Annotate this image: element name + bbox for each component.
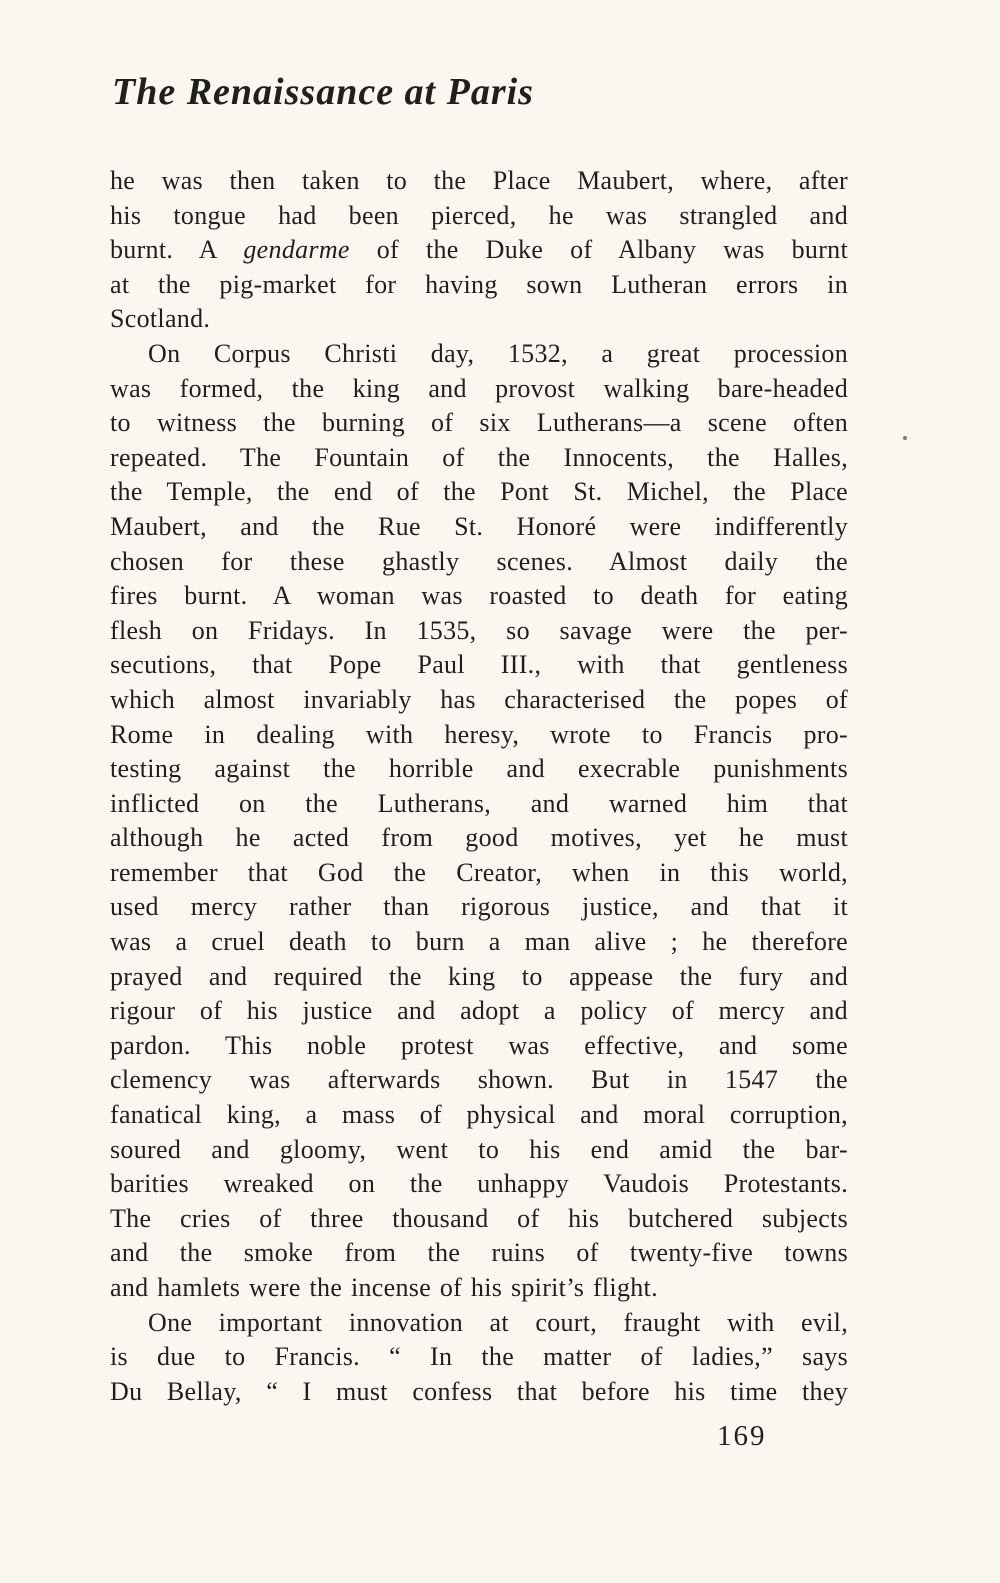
text-body <box>110 164 848 1409</box>
text-line: remember that God the Creator, when in this world, <box>110 857 848 887</box>
text-line: Du Bellay, “ I must confess that before his time they <box>110 1376 848 1406</box>
text-line: flesh on Fridays. In 1535, so savage were the per- <box>110 615 848 645</box>
text-line: The cries of three thousand of his butchered subjects <box>110 1203 848 1233</box>
text-line: barities wreaked on the unhappy Vaudois Protestants. <box>110 1169 848 1199</box>
text-line: to witness the burning of six Lutherans—a scene often <box>110 408 848 438</box>
text-line: Scotland. <box>110 304 211 334</box>
text-line: soured and gloomy, went to his end amid the bar- <box>110 1134 848 1164</box>
text-line: Rome in dealing with heresy, wrote to Francis pro- <box>110 719 848 749</box>
text-line: clemency was afterwards shown. But in 1547 the <box>110 1065 848 1095</box>
page-title: The Renaissance at Paris <box>112 71 534 113</box>
text-line: although he acted from good motives, yet he must <box>110 823 848 853</box>
text-line: pardon. This noble protest was effective, and some <box>110 1030 848 1060</box>
text-line: fanatical king, a mass of physical and moral corruption, <box>110 1100 848 1130</box>
text-line: chosen for these ghastly scenes. Almost daily the <box>110 546 848 576</box>
italic-text: gendarme <box>243 235 350 265</box>
text-line: he was then taken to the Place Maubert, where, after <box>110 166 848 195</box>
text-line: the Temple, the end of the Pont St. Michel, the Place <box>110 477 848 507</box>
text-line: repeated. The Fountain of the Innocents, the Halles, <box>110 442 848 472</box>
text-line: and hamlets were the incense of his spirit’s flight. <box>110 1273 658 1302</box>
paragraph <box>110 1306 848 1410</box>
text-line: was a cruel death to burn a man alive ; he therefore <box>110 927 848 957</box>
text-line: One important innovation at court, fraught with evil, <box>148 1307 848 1337</box>
paragraph <box>110 337 848 1306</box>
text-line: testing against the horrible and execrable punishments <box>110 754 848 784</box>
text-line: On Corpus Christi day, 1532, a great procession <box>148 338 848 368</box>
text-line: burnt. A gendarme of the Duke of Albany was burnt <box>110 235 848 265</box>
scan-artifact-dot <box>903 436 907 440</box>
text-line: fires burnt. A woman was roasted to death for eating <box>110 581 848 611</box>
text-line: Maubert, and the Rue St. Honoré were indifferently <box>110 511 848 541</box>
text-line: and the smoke from the ruins of twenty-five towns <box>110 1238 848 1268</box>
text-line: which almost invariably has characterised the popes of <box>110 684 848 714</box>
text-line: his tongue had been pierced, he was strangled and <box>110 200 848 230</box>
text-line: used mercy rather than rigorous justice, and that it <box>110 892 848 922</box>
page-number: 169 <box>717 1420 767 1452</box>
text-line: was formed, the king and provost walking bare-headed <box>110 373 848 403</box>
text-line: prayed and required the king to appease the fury and <box>110 961 848 991</box>
paragraph <box>110 164 848 337</box>
text-line: rigour of his justice and adopt a policy of mercy and <box>110 996 848 1026</box>
text-line: is due to Francis. “ In the matter of ladies,” says <box>110 1342 848 1372</box>
text-line: inflicted on the Lutherans, and warned him that <box>110 788 848 818</box>
text-line: secutions, that Pope Paul III., with that gentleness <box>110 650 848 680</box>
text-line: at the pig-market for having sown Lutheran errors in <box>110 269 848 299</box>
